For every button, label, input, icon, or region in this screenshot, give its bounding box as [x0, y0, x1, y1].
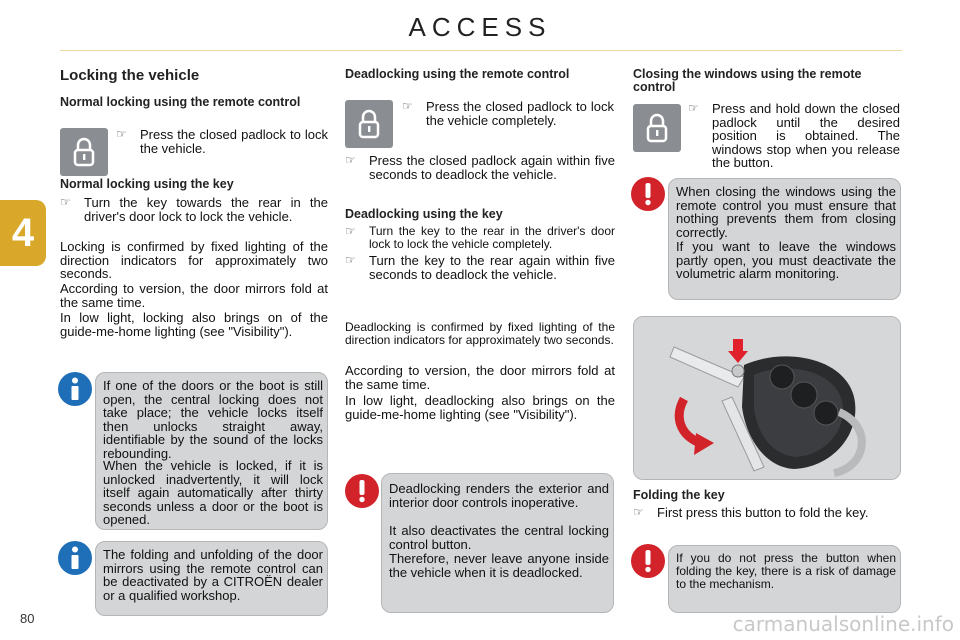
warning-text-mechanism-damage: If you do not press the button when folding the key, there is a risk of damage to the mechanism. [676, 551, 896, 591]
bullet-deadlocking-key-2: ☞ Turn the key to the rear again within five seconds to deadlock the vehicle. [345, 253, 615, 282]
warning-box-windows [668, 178, 901, 300]
pointing-hand-icon: ☞ [345, 153, 356, 167]
section-heading-locking: Locking the vehicle [60, 67, 200, 84]
pointing-hand-icon: ☞ [60, 195, 71, 209]
pointing-hand-icon: ☞ [688, 101, 699, 115]
bullet-normal-locking-remote: ☞ Press the closed padlock to lock the vehicle. [116, 127, 328, 156]
warning-box-fold-key [668, 545, 901, 613]
subheading-deadlocking-remote: Deadlocking using the remote control [345, 67, 570, 81]
info-icon [58, 372, 92, 406]
paragraph-deadlock-guide-me-home: In low light, deadlocking also brings on the guide-me-home lighting (see "Visibility"). [345, 393, 615, 422]
info-icon [58, 541, 92, 575]
bullet-deadlocking-remote-1: ☞ Press the closed padlock to lock the vehicle completely. [402, 99, 614, 128]
info-text-doors-open: If one of the doors or the boot is still open, the central locking does not take place; the vehicle locks itself then unlocks straight away, identifiable by the sound of the locks rebounding. [103, 378, 323, 461]
paragraph-deadlocking-confirmed: Deadlocking is confirmed by fixed lighting of the direction indicators for approximately two seconds. [345, 320, 615, 347]
pointing-hand-icon: ☞ [345, 253, 356, 267]
subheading-closing-windows: Closing the windows using the remote control [633, 67, 862, 94]
subheading-folding-key: Folding the key [633, 488, 725, 502]
warning-text-volumetric-alarm: If you want to leave the windows partly open, you must deactivate the volumetric alarm monitoring. [676, 239, 896, 281]
warning-text-central-locking: It also deactivates the central locking control button. [389, 523, 609, 552]
exclamation-icon [631, 544, 665, 578]
info-box-mirror-folding [95, 541, 328, 616]
subheading-deadlocking-key: Deadlocking using the key [345, 207, 503, 221]
info-text-mirror-folding: The folding and unfolding of the door mirrors using the remote control can be deactivated by a CITROËN dealer or a qualified workshop. [103, 547, 323, 603]
key-illustration [633, 316, 901, 480]
pointing-hand-icon: ☞ [345, 224, 356, 238]
padlock-button-icon [345, 100, 393, 148]
subheading-normal-locking-remote: Normal locking using the remote control [60, 95, 301, 109]
subheading-normal-locking-key: Normal locking using the key [60, 177, 234, 191]
bullet-deadlocking-key-1: ☞ Turn the key to the rear in the driver's door lock to lock the vehicle completely. [345, 224, 615, 251]
page-title: ACCESS [408, 12, 552, 42]
paragraph-deadlock-mirrors: According to version, the door mirrors fold at the same time. [345, 363, 615, 392]
pointing-hand-icon: ☞ [402, 99, 413, 113]
paragraph-guide-me-home: In low light, locking also brings on of the guide-me-home lighting (see "Visibility"). [60, 310, 328, 339]
exclamation-icon [631, 177, 665, 211]
paragraph-mirrors-fold: According to version, the door mirrors fold at the same time. [60, 281, 328, 310]
paragraph-locking-confirmed: Locking is confirmed by fixed lighting of the direction indicators for approximately two seconds. [60, 239, 328, 281]
chapter-tab: 4 [0, 200, 46, 266]
bullet-folding-key: ☞ First press this button to fold the key. [633, 505, 869, 520]
warning-text-windows-closing: When closing the windows using the remote control you must ensure that nothing prevents them from closing correctly. [676, 184, 896, 240]
header-rule [60, 50, 902, 51]
info-box-central-locking [95, 372, 328, 530]
pointing-hand-icon: ☞ [116, 127, 127, 141]
bullet-deadlocking-remote-2: ☞ Press the closed padlock again within five seconds to deadlock the vehicle. [345, 153, 615, 182]
padlock-button-icon [633, 104, 681, 152]
warning-box-deadlocking [381, 473, 614, 613]
page-number: 80 [20, 611, 35, 626]
warning-text-never-leave: Therefore, never leave anyone inside the vehicle when it is deadlocked. [389, 551, 609, 580]
warning-text-controls-inoperative: Deadlocking renders the exterior and interior door controls inoperative. [389, 481, 609, 510]
info-text-relock: When the vehicle is locked, if it is unlocked inadvertently, it will lock itself again automatically after thirty seconds unless a door or the boot is opened. [103, 458, 323, 527]
bullet-normal-locking-key: ☞ Turn the key towards the rear in the driver's door lock to lock the vehicle. [60, 195, 328, 224]
footer-watermark: carmanualsonline.info [732, 612, 954, 636]
padlock-button-icon [60, 128, 108, 176]
pointing-hand-icon: ☞ [633, 505, 644, 519]
exclamation-icon [345, 474, 379, 508]
bullet-closing-windows: ☞ Press and hold down the closed padlock until the desired position is obtained. The windows stop when you release the button. [688, 101, 900, 170]
